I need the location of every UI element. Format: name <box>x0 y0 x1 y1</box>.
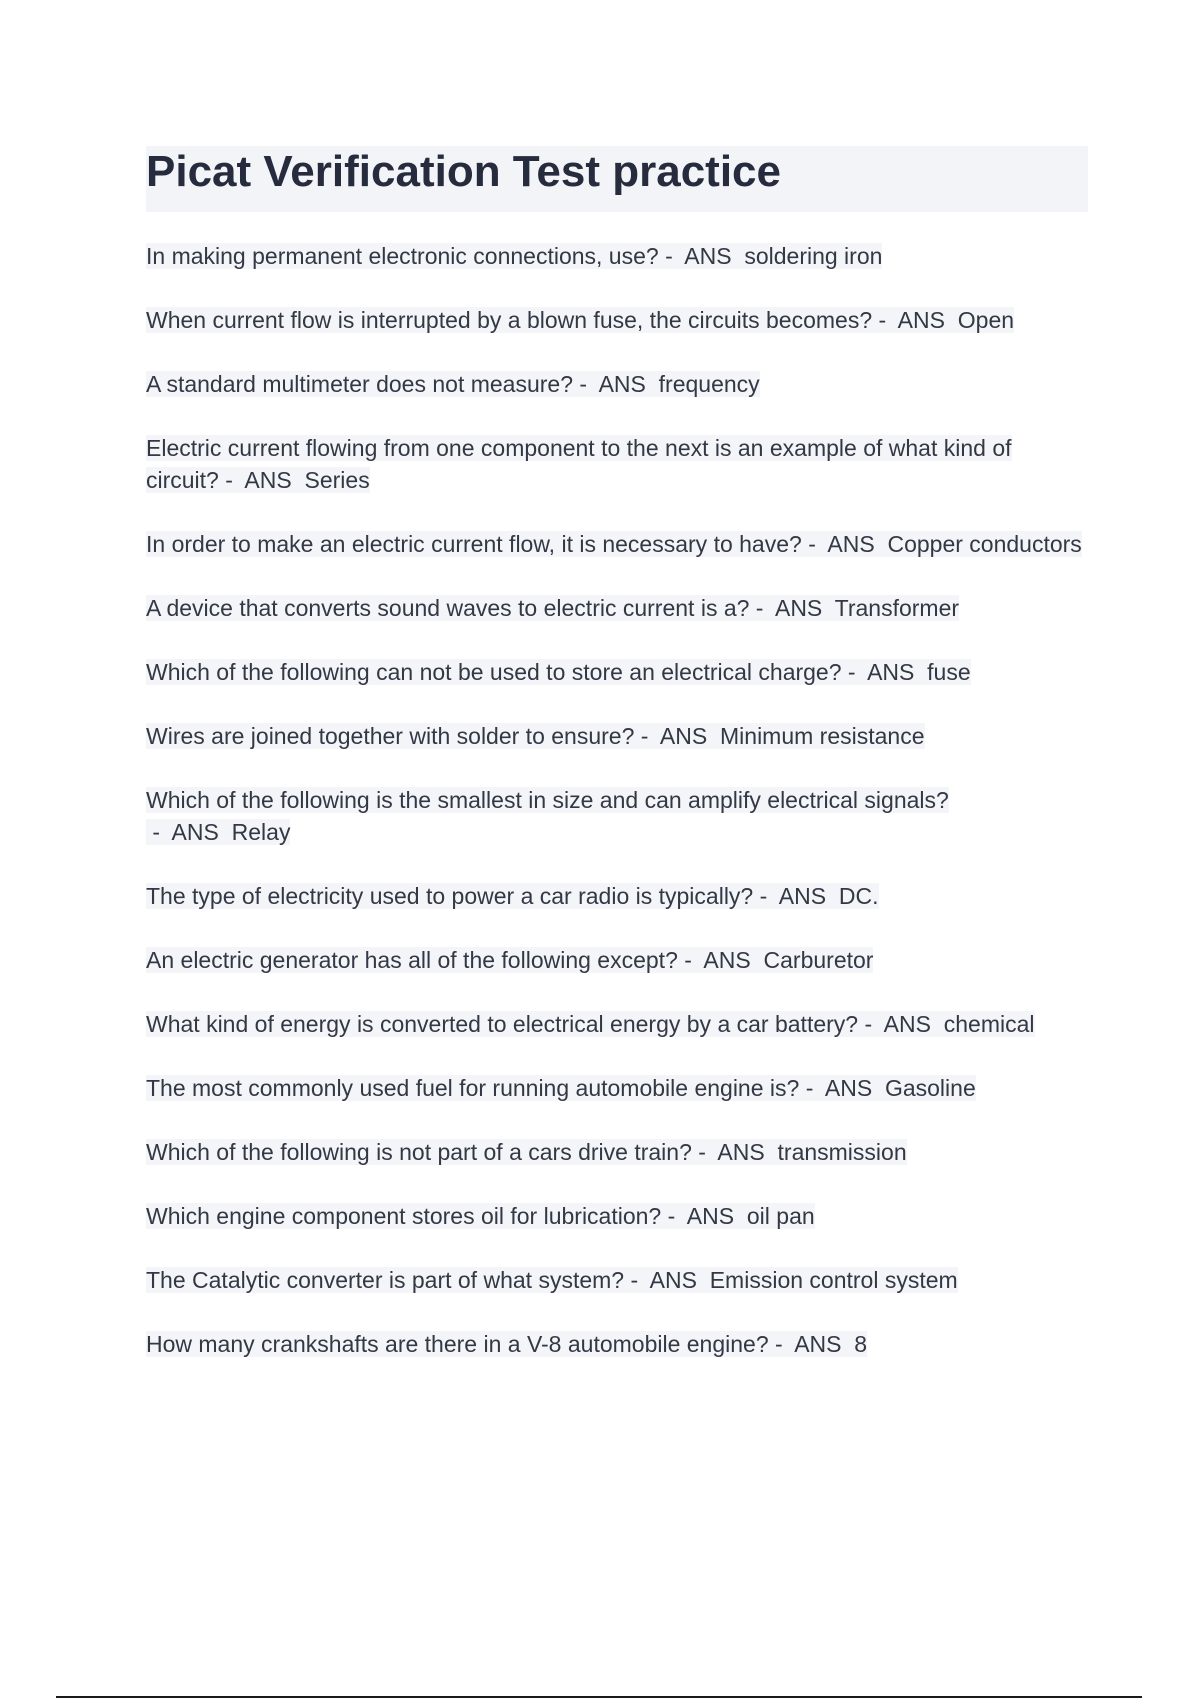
answer-separator: - ANS <box>624 1267 710 1293</box>
answer-text: Series <box>304 467 370 493</box>
qa-item <box>146 656 1086 688</box>
answer-text: 8 <box>854 1331 868 1357</box>
qa-item <box>146 240 1086 272</box>
answer-separator: - ANS <box>801 531 888 557</box>
answer-separator: - ANS <box>858 1011 944 1037</box>
question-text: Which engine component stores oil for lubrication? <box>146 1203 662 1229</box>
answer-text: fuse <box>927 659 971 685</box>
question-text: Electric current flowing from one component to the next is an example of what kind of circuit? <box>146 435 1012 493</box>
footer-divider <box>56 1696 1142 1698</box>
question-text: The Catalytic converter is part of what system? <box>146 1267 625 1293</box>
answer-text: transmission <box>777 1139 907 1165</box>
answer-separator: - ANS <box>218 467 305 493</box>
answer-separator: - ANS <box>146 819 232 845</box>
qa-item <box>146 1328 1086 1360</box>
question-text: Which of the following can not be used to store an electrical charge? <box>146 659 842 685</box>
answer-separator: - ANS <box>768 1331 855 1357</box>
answer-separator: - ANS <box>658 243 745 269</box>
question-text: In making permanent electronic connections, use? <box>146 243 659 269</box>
qa-item <box>146 944 1086 976</box>
answer-separator: - ANS <box>677 947 764 973</box>
answer-text: Gasoline <box>884 1075 976 1101</box>
question-text: Which of the following is the smallest in size and can amplify electrical signals? <box>146 787 949 813</box>
qa-item <box>146 592 1086 624</box>
answer-separator: - ANS <box>749 595 835 621</box>
question-text: Which of the following is not part of a cars drive train? <box>146 1139 692 1165</box>
answer-text: soldering iron <box>744 243 883 269</box>
answer-text: Emission control system <box>709 1267 958 1293</box>
qa-item <box>146 528 1086 560</box>
answer-separator: - ANS <box>799 1075 885 1101</box>
question-text: When current flow is interrupted by a blown fuse, the circuits becomes? <box>146 307 873 333</box>
answer-separator: - ANS <box>691 1139 778 1165</box>
answer-separator: - ANS <box>841 659 928 685</box>
question-text: What kind of energy is converted to electrical energy by a car battery? <box>146 1011 859 1037</box>
answer-text: Carburetor <box>763 947 874 973</box>
answer-separator: - ANS <box>573 371 659 397</box>
answer-text: Minimum resistance <box>720 723 925 749</box>
qa-item <box>146 1200 1086 1232</box>
qa-item <box>146 368 1086 400</box>
answer-text: Open <box>957 307 1015 333</box>
answer-text: Transformer <box>834 595 960 621</box>
answer-separator: - ANS <box>634 723 721 749</box>
question-text: How many crankshafts are there in a V-8 automobile engine? <box>146 1331 769 1357</box>
qa-item <box>146 1136 1086 1168</box>
question-text: The type of electricity used to power a car radio is typically? <box>146 883 754 909</box>
question-text: A standard multimeter does not measure? <box>146 371 574 397</box>
qa-item <box>146 432 1086 496</box>
qa-item <box>146 784 1086 848</box>
qa-item <box>146 304 1086 336</box>
answer-text: DC. <box>838 883 879 909</box>
page-title: Picat Verification Test practice <box>146 147 781 196</box>
qa-item <box>146 720 1086 752</box>
answer-text: Relay <box>231 819 291 845</box>
question-text: A device that converts sound waves to electric current is a? <box>146 595 750 621</box>
answer-text: chemical <box>943 1011 1035 1037</box>
question-text: The most commonly used fuel for running automobile engine is? <box>146 1075 800 1101</box>
answer-text: Copper conductors <box>887 531 1082 557</box>
question-text: An electric generator has all of the following except? <box>146 947 678 973</box>
qa-item <box>146 1264 1086 1296</box>
answer-text: frequency <box>658 371 760 397</box>
qa-list <box>146 240 1086 1392</box>
answer-separator: - ANS <box>872 307 958 333</box>
question-text: In order to make an electric current flow, it is necessary to have? <box>146 531 802 557</box>
qa-item <box>146 1072 1086 1104</box>
answer-text: oil pan <box>746 1203 815 1229</box>
question-text: Wires are joined together with solder to ensure? <box>146 723 635 749</box>
answer-separator: - ANS <box>753 883 839 909</box>
qa-item <box>146 880 1086 912</box>
answer-separator: - ANS <box>661 1203 747 1229</box>
qa-item <box>146 1008 1086 1040</box>
